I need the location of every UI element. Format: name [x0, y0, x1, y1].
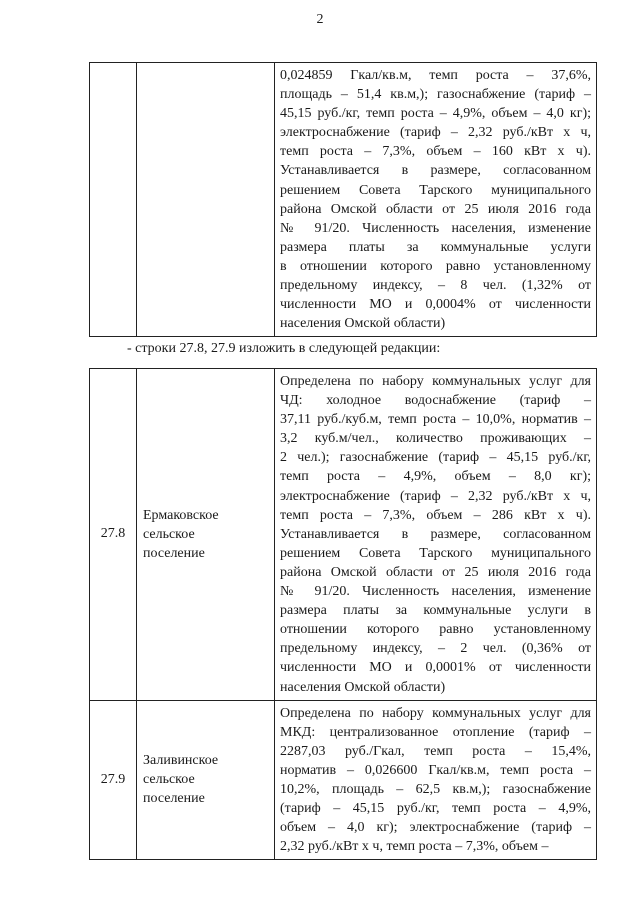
- description-line: 2287,03 руб./Гкал, темп роста – 15,4%,: [280, 743, 591, 759]
- row-number-cell: [90, 63, 137, 337]
- description-line: численности МО и 0,0004% от численности: [280, 297, 591, 313]
- table-row: [90, 63, 597, 337]
- table-row: [90, 369, 597, 701]
- description-line: 45,15 руб./кг, темп роста – 4,9%, объем – 4,0 кг);: [280, 106, 591, 122]
- settlement-name-line: Ермаковское: [143, 507, 219, 523]
- description-cell: [275, 63, 597, 337]
- description-line: № 91/20. Численность населения, изменение: [280, 584, 591, 600]
- row-number-cell: 27.9: [90, 700, 137, 860]
- description-line: площадь – 51,4 кв.м,); газоснабжение (тариф –: [280, 87, 591, 103]
- description-line: МКД: централизованное отопление (тариф –: [280, 724, 591, 740]
- settlement-name-line: сельское: [143, 772, 195, 788]
- settlement-name-line: сельское: [143, 526, 195, 542]
- description-line: электроснабжение (тариф – 2,32 руб./кВт х ч,: [280, 125, 591, 141]
- description-line: электроснабжение (тариф – 2,32 руб./кВт х ч,: [280, 488, 591, 504]
- description-line: 2 чел.); газоснабжение (тариф – 45,15 руб./кг,: [280, 450, 591, 466]
- page-number: 2: [316, 12, 324, 27]
- description-line: решением Совета Тарского муниципального: [280, 182, 591, 198]
- amendment-note: - строки 27.8, 27.9 изложить в следующей редакции:: [127, 341, 441, 356]
- description-line: населения Омской области): [280, 316, 446, 332]
- description-cell: [275, 700, 597, 860]
- description-line: темп роста – 4,9%, объем – 8,0 кг);: [280, 469, 591, 485]
- settlement-name-cell: [137, 63, 275, 337]
- description-line: Устанавливается в размере, согласованном: [280, 526, 591, 542]
- description-line: № 91/20. Численность населения, изменение: [280, 220, 591, 236]
- settlement-name-line: Заливинское: [143, 753, 219, 769]
- description-line: Устанавливается в размере, согласованном: [280, 163, 591, 179]
- description-line: темп роста – 7,3%, объем – 160 кВт х ч).: [280, 144, 591, 160]
- amendment-table: [89, 368, 597, 860]
- description-line: 37,11 руб./куб.м, темп роста – 10,0%, норматив –: [280, 412, 591, 428]
- description-line: 3,2 куб.м/чел., количество проживающих –: [280, 431, 591, 447]
- description-line: размера платы за коммунальные услуги: [280, 239, 591, 255]
- settlement-name-line: поселение: [143, 545, 205, 561]
- description-line: 2,32 руб./кВт х ч, темп роста – 7,3%, объем –: [280, 839, 549, 855]
- description-line: размера платы за коммунальные услуги в: [280, 603, 591, 619]
- description-line: предельному индексу, – 2 чел. (0,36% от: [280, 641, 591, 657]
- settlement-name-cell: [137, 369, 275, 701]
- description-line: ЧД: холодное водоснабжение (тариф –: [280, 393, 591, 409]
- table-row: [90, 700, 597, 860]
- description-cell: [275, 369, 597, 701]
- description-line: Определена по набору коммунальных услуг для: [280, 705, 591, 721]
- description-line: Определена по набору коммунальных услуг для: [280, 374, 591, 389]
- description-line: района Омской области от 25 июля 2016 года: [280, 201, 591, 217]
- description-line: в отношении которого равно установленному: [280, 258, 591, 274]
- settlement-name-cell: [137, 700, 275, 860]
- description-line: 0,024859 Гкал/кв.м, темп роста – 37,6%,: [280, 68, 591, 83]
- description-line: предельному индексу, – 8 чел. (1,32% от: [280, 278, 591, 294]
- continuation-table: [89, 62, 597, 337]
- description-line: населения Омской области): [280, 679, 446, 695]
- row-number-cell: 27.8: [90, 369, 137, 701]
- description-line: решением Совета Тарского муниципального: [280, 545, 591, 561]
- description-line: района Омской области от 25 июля 2016 года: [280, 564, 591, 580]
- description-line: численности МО и 0,0001% от численности: [280, 660, 591, 676]
- description-line: объем – 4,0 кг); электроснабжение (тариф –: [280, 820, 591, 836]
- description-line: норматив – 0,026600 Гкал/кв.м, темп роста –: [280, 762, 591, 778]
- description-line: (тариф – 45,15 руб./кг, темп роста – 4,9%,: [280, 801, 591, 817]
- settlement-name-line: поселение: [143, 791, 205, 807]
- description-line: темп роста – 7,3%, объем – 286 кВт х ч).: [280, 507, 591, 523]
- description-line: отношении которого равно установленному: [280, 622, 591, 638]
- description-line: 10,2%, площадь – 62,5 кв.м,); газоснабжение: [280, 781, 591, 797]
